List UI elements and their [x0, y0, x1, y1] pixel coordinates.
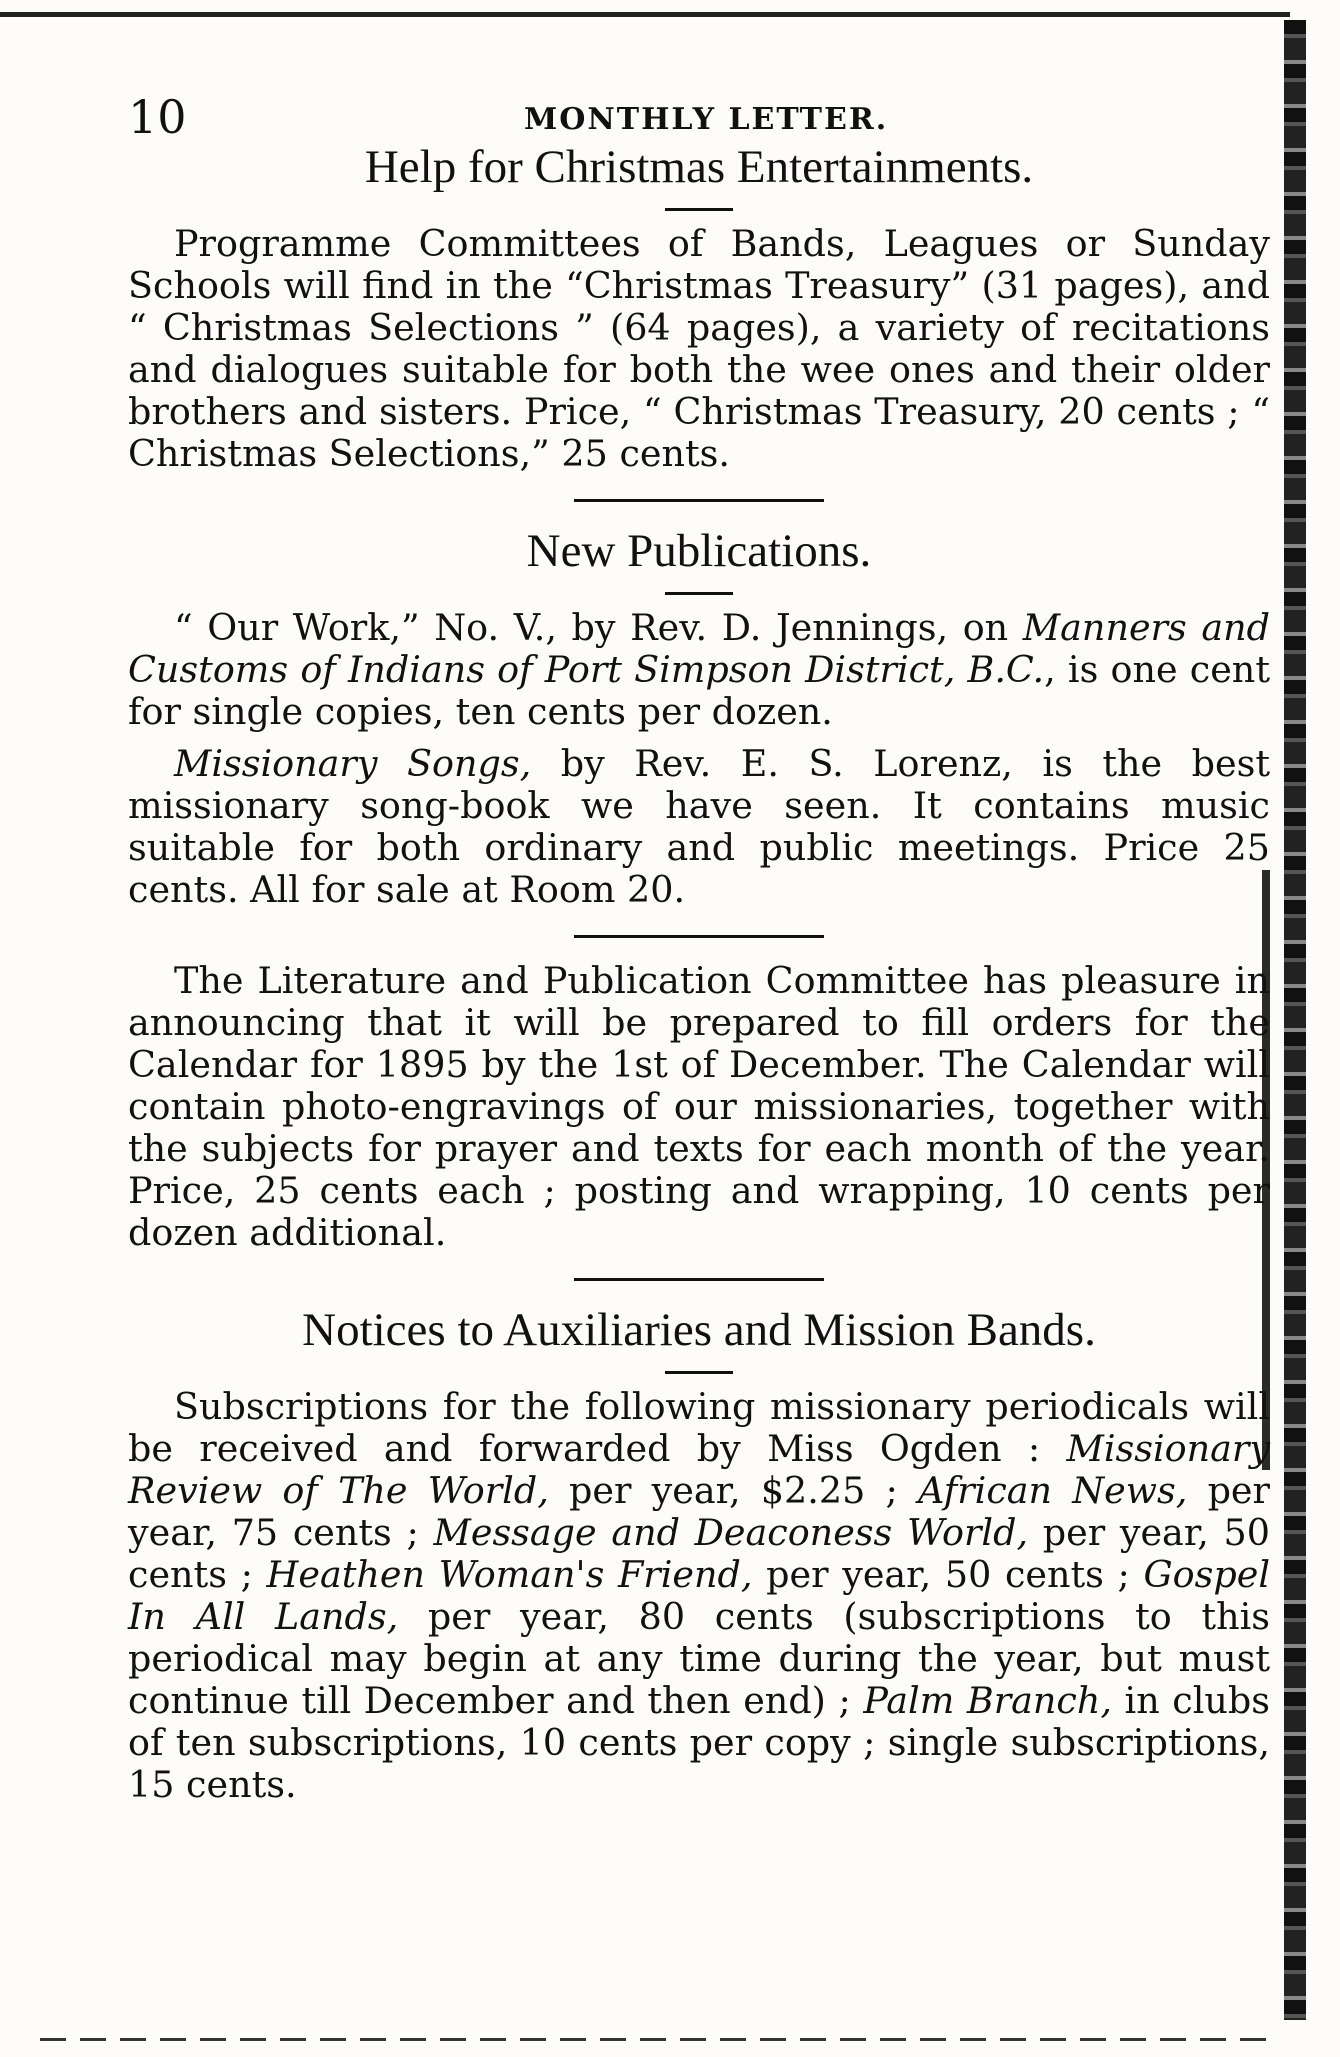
text: Subscriptions for the following missionary periodicals will be received and forwarded by Miss Ogden : — [128, 1385, 1270, 1471]
text: “ Our Work,” No. V., by Rev. D. Jennings, on — [174, 606, 1023, 650]
text: by Rev. E. S. Lorenz, is the best missionary song-book we have seen. It contains music suitable for both ordinary and public meetings. Price 25 cents. All for sale at Room 20. — [128, 742, 1270, 912]
italic-title: Message and Deaconess World, — [433, 1511, 1029, 1555]
text: , is one cent for single copies, ten cents per dozen. — [128, 648, 1270, 734]
italic-title: African News, — [918, 1469, 1188, 1513]
section-title-publications: New Publications. — [526, 525, 872, 578]
italic-title: Palm Branch, — [863, 1679, 1112, 1723]
italic-title: Missionary Songs, — [174, 742, 532, 786]
text: per year, 50 cents ; — [752, 1553, 1144, 1597]
page-content — [128, 90, 1270, 1806]
bottom-border — [40, 2038, 1280, 2041]
divider — [574, 499, 824, 502]
page-header — [128, 90, 1270, 144]
publications-paragraph-2 — [128, 743, 1270, 911]
divider — [665, 592, 733, 595]
text: per year, $2.25 ; — [548, 1469, 918, 1513]
divider — [665, 208, 733, 211]
page-number: 10 — [128, 90, 187, 144]
running-head: MONTHLY LETTER. — [524, 102, 889, 137]
publications-paragraph-1 — [128, 607, 1270, 733]
text: in clubs of ten subscriptions, 10 cents per copy ; single subscriptions, 15 cents. — [128, 1679, 1270, 1807]
italic-title: Heathen Woman's Friend, — [266, 1553, 753, 1597]
italic-title: Manners and Customs of Indians of Port Simpson District, B.C. — [128, 606, 1270, 692]
italic-title: Gospel In All Lands, — [128, 1553, 1271, 1639]
divider — [574, 935, 824, 938]
text: per year, 75 cents ; — [128, 1469, 1270, 1555]
calendar-paragraph: The Literature and Publication Committee has pleasure in announcing that it will be prepared to fill orders for the Calendar for 1895 by the 1st of December. The Calendar will contain photo-engravings of our missionaries, together with the subjects for prayer and texts for each month of the year. Price, 25 cents each ; posting and wrapping, 10 cents per dozen additional. — [128, 959, 1270, 1255]
divider — [574, 1278, 824, 1281]
christmas-paragraph: Programme Committees of Bands, Leagues or Sunday Schools will find in the “Christmas Treasury” (31 pages), and “ Christmas Selections ” (64 pages), a variety of recitations and dialogues suitable for both the wee ones and their older brothers and sisters. Price, “ Christmas Treasury, 20 cents ; “ Christmas Selections,” 25 cents. — [128, 222, 1270, 476]
section-title-notices: Notices to Auxiliaries and Mission Bands. — [302, 1304, 1096, 1357]
notices-paragraph — [128, 1386, 1270, 1806]
text: per year, 50 cents ; — [128, 1511, 1270, 1597]
divider — [665, 1371, 733, 1374]
italic-title: Missionary Review of The World, — [128, 1427, 1270, 1513]
binding-edge — [1284, 20, 1306, 2020]
text: per year, 80 cents (subscriptions to this periodical may begin at any time during the year, but must continue till December and then end) ; — [128, 1595, 1271, 1723]
top-border — [0, 12, 1290, 17]
section-title-christmas: Help for Christmas Entertainments. — [364, 141, 1034, 193]
